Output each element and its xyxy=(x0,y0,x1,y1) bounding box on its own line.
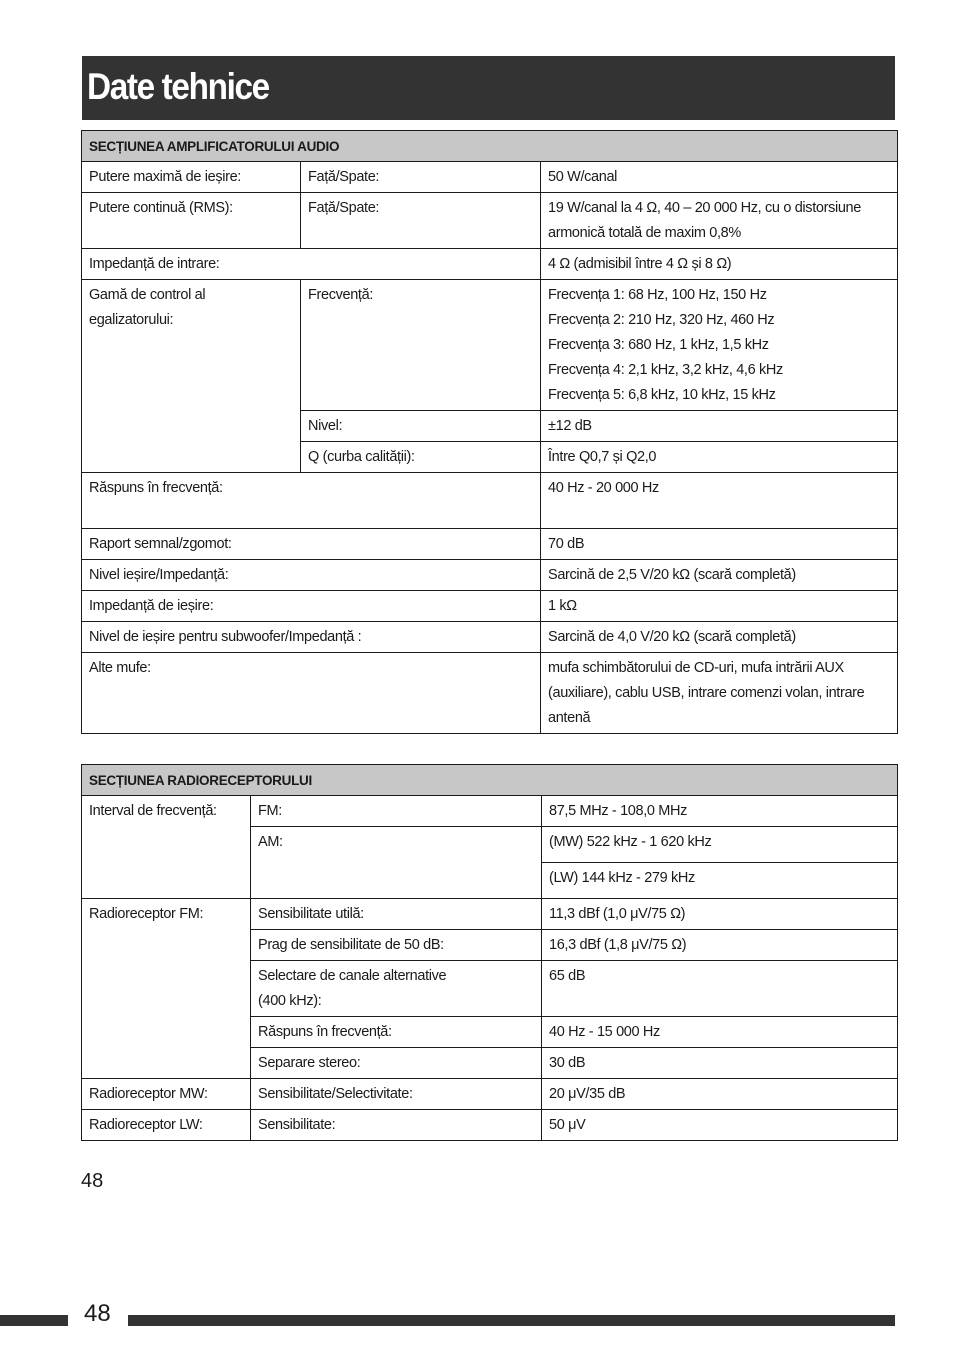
row-value: Între Q0,7 și Q2,0 xyxy=(541,442,898,473)
row-sublabel: Sensibilitate utilă: xyxy=(251,899,542,930)
row-label: Impedanță de ieșire: xyxy=(82,591,541,622)
row-sublabel: Sensibilitate: xyxy=(251,1110,542,1141)
row-label: Gamă de control al egalizatorului: xyxy=(82,280,301,473)
page-number: 48 xyxy=(81,1170,104,1192)
row-value: 11,3 dBf (1,0 μV/75 Ω) xyxy=(542,899,898,930)
row-label: Nivel de ieșire pentru subwoofer/Impedanță : xyxy=(82,622,541,653)
table-row xyxy=(82,162,898,193)
table-row xyxy=(82,653,898,734)
row-value: 40 Hz - 20 000 Hz xyxy=(541,473,898,529)
footer-page-number: 48 xyxy=(84,1300,111,1327)
row-label: Răspuns în frecvență: xyxy=(82,473,541,529)
table-row xyxy=(82,1079,898,1110)
row-value: 50 μV xyxy=(542,1110,898,1141)
row-label: Radioreceptor MW: xyxy=(82,1079,251,1110)
row-value: Sarcină de 2,5 V/20 kΩ (scară completă) xyxy=(541,560,898,591)
table-row xyxy=(82,529,898,560)
table-row xyxy=(82,280,898,411)
row-sublabel: Q (curba calității): xyxy=(301,442,541,473)
table-row xyxy=(82,1110,898,1141)
title-bar xyxy=(82,56,895,120)
row-value: 50 W/canal xyxy=(541,162,898,193)
eq-frequency-line: Frecvența 2: 210 Hz, 320 Hz, 460 Hz xyxy=(548,312,775,328)
page-title: Date tehnice xyxy=(87,66,269,107)
row-sublabel: Nivel: xyxy=(301,411,541,442)
row-label: Radioreceptor FM: xyxy=(82,899,251,1079)
footer-bar-right xyxy=(128,1315,895,1326)
row-value: 1 kΩ xyxy=(541,591,898,622)
row-value: mufa schimbătorului de CD-uri, mufa intrării AUX (auxiliare), cablu USB, intrare comenzi volan, intrare antenă xyxy=(541,653,898,734)
row-sublabel: AM: xyxy=(251,827,542,899)
row-value: 70 dB xyxy=(541,529,898,560)
row-value: 65 dB xyxy=(542,961,898,1017)
table-row xyxy=(82,560,898,591)
row-label: Putere maximă de ieșire: xyxy=(82,162,301,193)
row-value: Sarcină de 4,0 V/20 kΩ (scară completă) xyxy=(541,622,898,653)
row-value: ±12 dB xyxy=(541,411,898,442)
row-value: 19 W/canal la 4 Ω, 40 – 20 000 Hz, cu o distorsiune armonică totală de maxim 0,8% xyxy=(541,193,898,249)
row-label: Radioreceptor LW: xyxy=(82,1110,251,1141)
footer-bar-left xyxy=(0,1315,68,1326)
row-sublabel: FM: xyxy=(251,796,542,827)
row-value: 87,5 MHz - 108,0 MHz xyxy=(542,796,898,827)
amplifier-spec-table xyxy=(81,130,898,734)
eq-frequency-line: Frecvența 1: 68 Hz, 100 Hz, 150 Hz xyxy=(548,287,767,303)
row-value: 20 μV/35 dB xyxy=(542,1079,898,1110)
row-sublabel: Separare stereo: xyxy=(251,1048,542,1079)
table-header-row xyxy=(82,131,898,162)
row-value: 40 Hz - 15 000 Hz xyxy=(542,1017,898,1048)
eq-frequency-line: Frecvența 5: 6,8 kHz, 10 kHz, 15 kHz xyxy=(548,387,776,403)
row-value: 4 Ω (admisibil între 4 Ω și 8 Ω) xyxy=(541,249,898,280)
row-label: Raport semnal/zgomot: xyxy=(82,529,541,560)
eq-frequency-line: Frecvența 4: 2,1 kHz, 3,2 kHz, 4,6 kHz xyxy=(548,362,783,378)
row-value xyxy=(541,280,898,411)
eq-frequency-line: Frecvența 3: 680 Hz, 1 kHz, 1,5 kHz xyxy=(548,337,769,353)
row-sublabel: Față/Spate: xyxy=(301,162,541,193)
row-label: Putere continuă (RMS): xyxy=(82,193,301,249)
table-row xyxy=(82,622,898,653)
radio-spec-table xyxy=(81,764,898,1141)
row-label: Nivel ieșire/Impedanță: xyxy=(82,560,541,591)
row-sublabel: Prag de sensibilitate de 50 dB: xyxy=(251,930,542,961)
row-value: 30 dB xyxy=(542,1048,898,1079)
table-row xyxy=(82,473,898,529)
table-row xyxy=(82,249,898,280)
row-sublabel: Față/Spate: xyxy=(301,193,541,249)
table-row xyxy=(82,591,898,622)
row-label: Interval de frecvență: xyxy=(82,796,251,899)
row-sublabel: Selectare de canale alternative (400 kHz): xyxy=(251,961,542,1017)
row-sublabel: Sensibilitate/Selectivitate: xyxy=(251,1079,542,1110)
table-row xyxy=(82,193,898,249)
row-value: 16,3 dBf (1,8 μV/75 Ω) xyxy=(542,930,898,961)
section-header: SECȚIUNEA RADIORECEPTORULUI xyxy=(82,765,898,796)
row-label: Alte mufe: xyxy=(82,653,541,734)
row-value: (LW) 144 kHz - 279 kHz xyxy=(542,863,898,899)
row-sublabel: Răspuns în frecvență: xyxy=(251,1017,542,1048)
section-header: SECȚIUNEA AMPLIFICATORULUI AUDIO xyxy=(82,131,898,162)
row-value: (MW) 522 kHz - 1 620 kHz xyxy=(542,827,898,863)
row-sublabel: Frecvență: xyxy=(301,280,541,411)
table-header-row xyxy=(82,765,898,796)
table-row xyxy=(82,796,898,827)
table-row xyxy=(82,899,898,930)
row-label: Impedanță de intrare: xyxy=(82,249,541,280)
